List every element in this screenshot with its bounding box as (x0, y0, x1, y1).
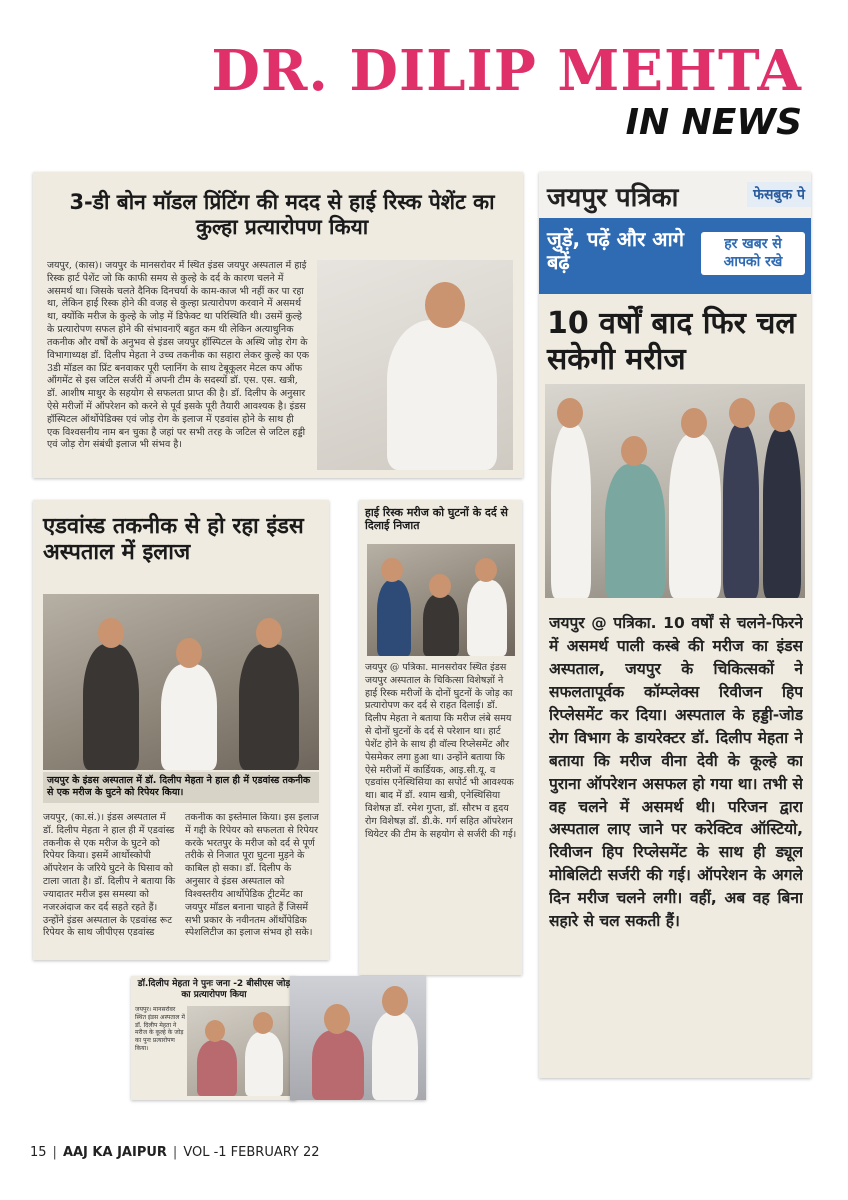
slogan-left: जुड़ें, पढ़ें और आगे बढ़ें (547, 227, 684, 274)
doctors-patient-photo (367, 544, 515, 656)
page-number: 15 (30, 1145, 47, 1160)
doctor-photo (317, 260, 513, 470)
newspaper-masthead (539, 172, 811, 218)
issue-info: VOL -1 FEBRUARY 22 (183, 1145, 320, 1160)
page-footer: 15 | AAJ KA JAIPUR | VOL -1 FEBRUARY 22 (30, 1145, 320, 1160)
clipping-body: जयपुर, (का.सं.)। इंडस अस्पताल में डॉ. दिलीप मेहता ने हाल ही में एडवांस्ड तकनीक से एक मरीज के घुटने को रिपेयर किया। इसमें आर्थोस्कोपी ऑपरेशन के जरिये घुटने के घिसाव को टाला जाता है। डॉ. दिलीप ने बताया कि ज्यादातर मरीज इस समस्या को नजरअंदाज कर दर्द सहते रहते हैं। उन्होंने इंडस अस्पताल के एडवांस्ड रूट रिपेयर के साथ जीपीएस एडवांस्ड तकनीक का इस्तेमाल किया। इस इलाज में गद्दी के रिपेयर को सफलता से रिपेयर करके भरतपुर के मरीज को दर्द से पूर्ण तरीके से निजात पूरा घुटना मुड़ने के काबिल हो सका। डॉ. दिलीप के अनुसार वे इंडस अस्पताल को विश्वस्तरीय आर्थोपेडिक ट्रीटमेंट का जयपुर मॉडल बनाना चाहते हैं जिसमें सभी प्रकार के नवीनतम ऑर्थोपेडिक स्पेशलिटीज का इलाज संभव हो सके। (43, 812, 319, 939)
page-title: DR. DILIP MEHTA (211, 38, 802, 104)
clipping-body: जयपुर, (कास)। जयपुर के मानसरोवर में स्थित इंडस जयपुर अस्पताल में हाई रिस्क हार्ट पेशेंट जो कि काफी समय से कुल्हे के दर्द के कारण चलने में असमर्थ था। जिसके चलते दैनिक दिनचर्या के काम-काज भी नहीं कर पा रहा था, लेकिन हाई रिस्क होने की वजह से कुल्हा प्रत्यारोपण करवाने में असमर्थ था, क्योंकि मरीज के कुल्हे के जोड़ में डिफेक्ट था परिस्थिति थी। उसमें कुल्हे के प्रत्यारोपण सफल होने की संभावनाएँ बहुत कम थी लेकिन अत्याधुनिक तकनीक और वर्षों के अनुभव से इंडस जयपुर हॉस्पिटल के अस्थि जोड़ रोग के विभागाध्यक्ष डॉ. दिलीप मेहता ने उच्च तकनीक का सहारा लेकर कुल्हे का एक 3डी मॉडल का प्रिंट बनवाकर पूरी प्लानिंग के साथ टेबूकूलर मेटल कप ऑफ ऑगमेंट से इस जटिल सर्जरी में अपनी टीम के सदस्यों डॉ. एस. एस. खत्री, डॉ. आशीष माथुर के सहयोग से सफलता प्राप्त की है। डॉ. दिलीप के अनुसार ऐसे मरीजों में ऑपरेशन को करने से पूर्व इसके पूरी तैयारी आवश्यक है। इंडस हॉस्पिटल ऑर्थोपेडिक्स एवं जोड़ रोग के इलाज में एडवांस होने के साथ ही एक विश्वसनीय नाम बन चुका है जहां पर सभी तरह के जटिल से जटिल हड्डी एवं जोड़ रोग संबंधी इलाज भी संभव है। (47, 260, 309, 451)
clipping-headline: डॉ.दिलीप मेहता ने पुनः जना -2 बीसीएस जोड़ का प्रत्यारोपण किया (137, 979, 291, 1000)
clipping-headline: हाई रिस्क मरीज को घुटनों के दर्द से दिलाई निजात (365, 506, 508, 533)
masthead-brand: जयपुर पत्रिका (547, 183, 679, 213)
clipping-body: जयपुर @ पत्रिका. 10 वर्षों से चलने-फिरने में असमर्थ पाली कस्बे की मरीज का इंडस अस्पताल, जयपुर के चिकित्सकों ने सफलतापूर्वक कॉम्प्लेक्स रिवीजन हिप रिप्लेसमेंट कर दिया। अस्पताल के हड्डी-जोड रोग विभाग के डायरेक्टर डॉ. दिलीप मेहता ने बताया कि मरीज वीना देवी के कूल्हे का पुराना ऑपरेशन असफल हो गया था। तभी से वह चलने में असमर्थ थी। परिजन द्वारा अस्पताल लाए जाने पर करेक्टिव ऑस्टियो, रिवीजन हिप रिप्लेसमेंट के साथ ही ड्यूल मोबिलिटी सर्जरी की गई। ऑपरेशन के अगले दिन मरीज चलने लगी। वहीं, अब वह बिना सहारे से चल सकती हैं। (549, 614, 803, 931)
doctor-patient-walker-photo (290, 976, 426, 1100)
photo-doctor-with-patient (290, 976, 426, 1100)
masthead-facebook: फेसबुक पे (747, 182, 811, 207)
clipping-headline: एडवांस्ड तकनीक से हो रहा इंडस अस्पताल में इलाज (43, 514, 304, 566)
news-clipping-hip-replacement (131, 976, 296, 1100)
page-subtitle: IN NEWS (625, 102, 802, 143)
team-photo (545, 384, 805, 598)
clipping-body: जयपुर। मानसरोवर स्थित इंडस अस्पताल में डॉ. दिलीप मेहता ने मरीज के कूल्हे के जोड़ का पुनः प्रत्यारोपण किया। (135, 1006, 185, 1052)
slogan-right: हर खबर से आपको रखे (701, 232, 805, 275)
news-clipping-patrika (539, 172, 811, 1078)
news-clipping-3d-bone-model (33, 172, 523, 478)
news-clipping-knee-relief (359, 500, 522, 975)
masthead-slogan-banner (539, 218, 811, 294)
clipping-headline: 3-डी बोन मॉडल प्रिंटिंग की मदद से हाई रिस्क पेशेंट का कुल्हा प्रत्यारोपण किया (69, 190, 495, 240)
photo-caption: जयपुर के इंडस अस्पताल में डॉ. दिलीप मेहता ने हाल ही में एडवांस्ड तकनीक से एक मरीज के घुटने को रिपेयर किया। (43, 772, 319, 803)
doctor-patient-photo (43, 594, 319, 770)
doctor-patient-photo (187, 1006, 293, 1096)
publication-name: AAJ KA JAIPUR (62, 1145, 167, 1160)
clipping-headline: 10 वर्षों बाद फिर चल सकेगी मरीज (547, 306, 796, 377)
news-clipping-advanced-technique (33, 500, 329, 960)
clipping-body: जयपुर @ पत्रिका. मानसरोवर स्थित इंडस जयपुर अस्पताल के चिकित्सा विशेषज्ञों ने हाई रिस्क मरीजों के दोनों घुटनों के जोड़ का प्रत्यारोपण कर दर्द से राहत दिलाई। डॉ. दिलीप मेहता ने बताया कि मरीज लंबे समय से दोनों घुटनों के दर्द से परेशान था। हार्ट पेशेंट होने के साथ ही वॉल्व रिप्लेसमेंट और पेसमेकर लगा हुआ था। उन्होंने बताया कि ऐसे मरीजों में कार्डियक, आइ.सी.यू. व एडवांस एनेस्थिसिया का सपोर्ट भी आवश्यक था। बाद में डॉ. श्याम खत्री, एनेस्थिसिया विशेषज्ञ डॉ. रमेश गुप्ता, डॉ. सौरभ व हृदय रोग विशेषज्ञ डॉ. डी.के. गर्ग सहित ऑपरेशन थियेटर की टीम के सहयोग से सर्जरी की गई। (365, 662, 517, 840)
